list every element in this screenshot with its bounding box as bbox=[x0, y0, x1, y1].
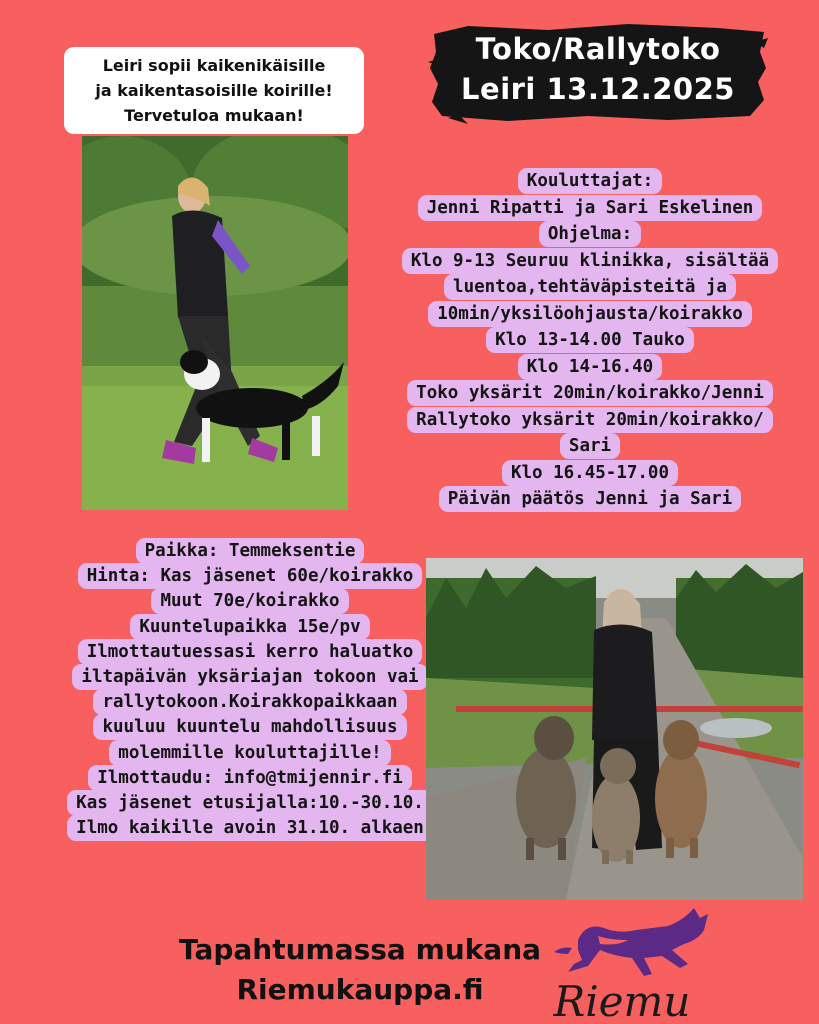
program-line: Päivän päätös Jenni ja Sari bbox=[439, 486, 741, 512]
intro-line: Leiri sopii kaikenikäisille bbox=[102, 56, 326, 75]
info-line: Ilmottautuessasi kerro haluatko bbox=[78, 639, 423, 665]
info-line: iltapäivän yksäriajan tokoon vai bbox=[72, 664, 427, 690]
logo-wordmark: Riemu bbox=[553, 977, 691, 1024]
footer-line-2: Riemukauppa.fi bbox=[236, 973, 484, 1006]
riemu-logo bbox=[548, 900, 728, 1024]
intro-bubble bbox=[64, 47, 364, 134]
info-line: molemmille kouluttajille! bbox=[109, 740, 390, 766]
title-banner bbox=[428, 22, 768, 124]
info-text bbox=[30, 538, 470, 840]
info-line: Paikka: Temmeksentie bbox=[136, 538, 365, 564]
footer-text bbox=[170, 930, 550, 1010]
program-text bbox=[389, 168, 791, 513]
program-line: Klo 9-13 Seuruu klinikka, sisältää bbox=[402, 248, 778, 274]
intro-line: ja kaikentasoisille koirille! bbox=[95, 81, 333, 100]
program-line: Toko yksärit 20min/koirakko/Jenni bbox=[407, 380, 773, 406]
program-line: Sari bbox=[560, 433, 620, 459]
intro-line: Tervetuloa mukaan! bbox=[124, 106, 304, 125]
riemu-dog-logo-icon bbox=[548, 900, 728, 1024]
program-line: Rallytoko yksärit 20min/koirakko/ bbox=[407, 407, 773, 433]
program-line: Kouluttajat: bbox=[518, 168, 662, 194]
info-line: Hinta: Kas jäsenet 60e/koirakko bbox=[78, 563, 423, 589]
info-line: Kas jäsenet etusijalla:10.-30.10. bbox=[67, 790, 433, 816]
info-line: Ilmottaudu: info@tmijennir.fi bbox=[88, 765, 412, 791]
program-line: Klo 14-16.40 bbox=[518, 354, 662, 380]
info-line: kuuluu kuuntelu mahdollisuus bbox=[93, 714, 406, 740]
info-line: Kuuntelupaikka 15e/pv bbox=[130, 614, 369, 640]
program-line: Klo 16.45-17.00 bbox=[502, 460, 678, 486]
info-line: Muut 70e/koirakko bbox=[151, 588, 348, 614]
trainer-with-dogs-photo bbox=[426, 558, 803, 900]
program-line: Jenni Ripatti ja Sari Eskelinen bbox=[418, 195, 763, 221]
title-line-2: Leiri 13.12.2025 bbox=[461, 72, 735, 106]
footer-line-1: Tapahtumassa mukana bbox=[178, 933, 542, 966]
info-line: Ilmo kaikille avoin 31.10. alkaen bbox=[67, 815, 433, 841]
title-line-1: Toko/Rallytoko bbox=[475, 32, 721, 66]
program-line: Ohjelma: bbox=[539, 221, 641, 247]
program-line: luentoa,tehtäväpisteitä ja bbox=[444, 274, 736, 300]
program-line: Klo 13-14.00 Tauko bbox=[486, 327, 694, 353]
program-line: 10min/yksilöohjausta/koirakko bbox=[428, 301, 752, 327]
trainer-running-with-dog-photo bbox=[82, 136, 348, 510]
info-line: rallytokoon.Koirakkopaikkaan bbox=[93, 689, 406, 715]
